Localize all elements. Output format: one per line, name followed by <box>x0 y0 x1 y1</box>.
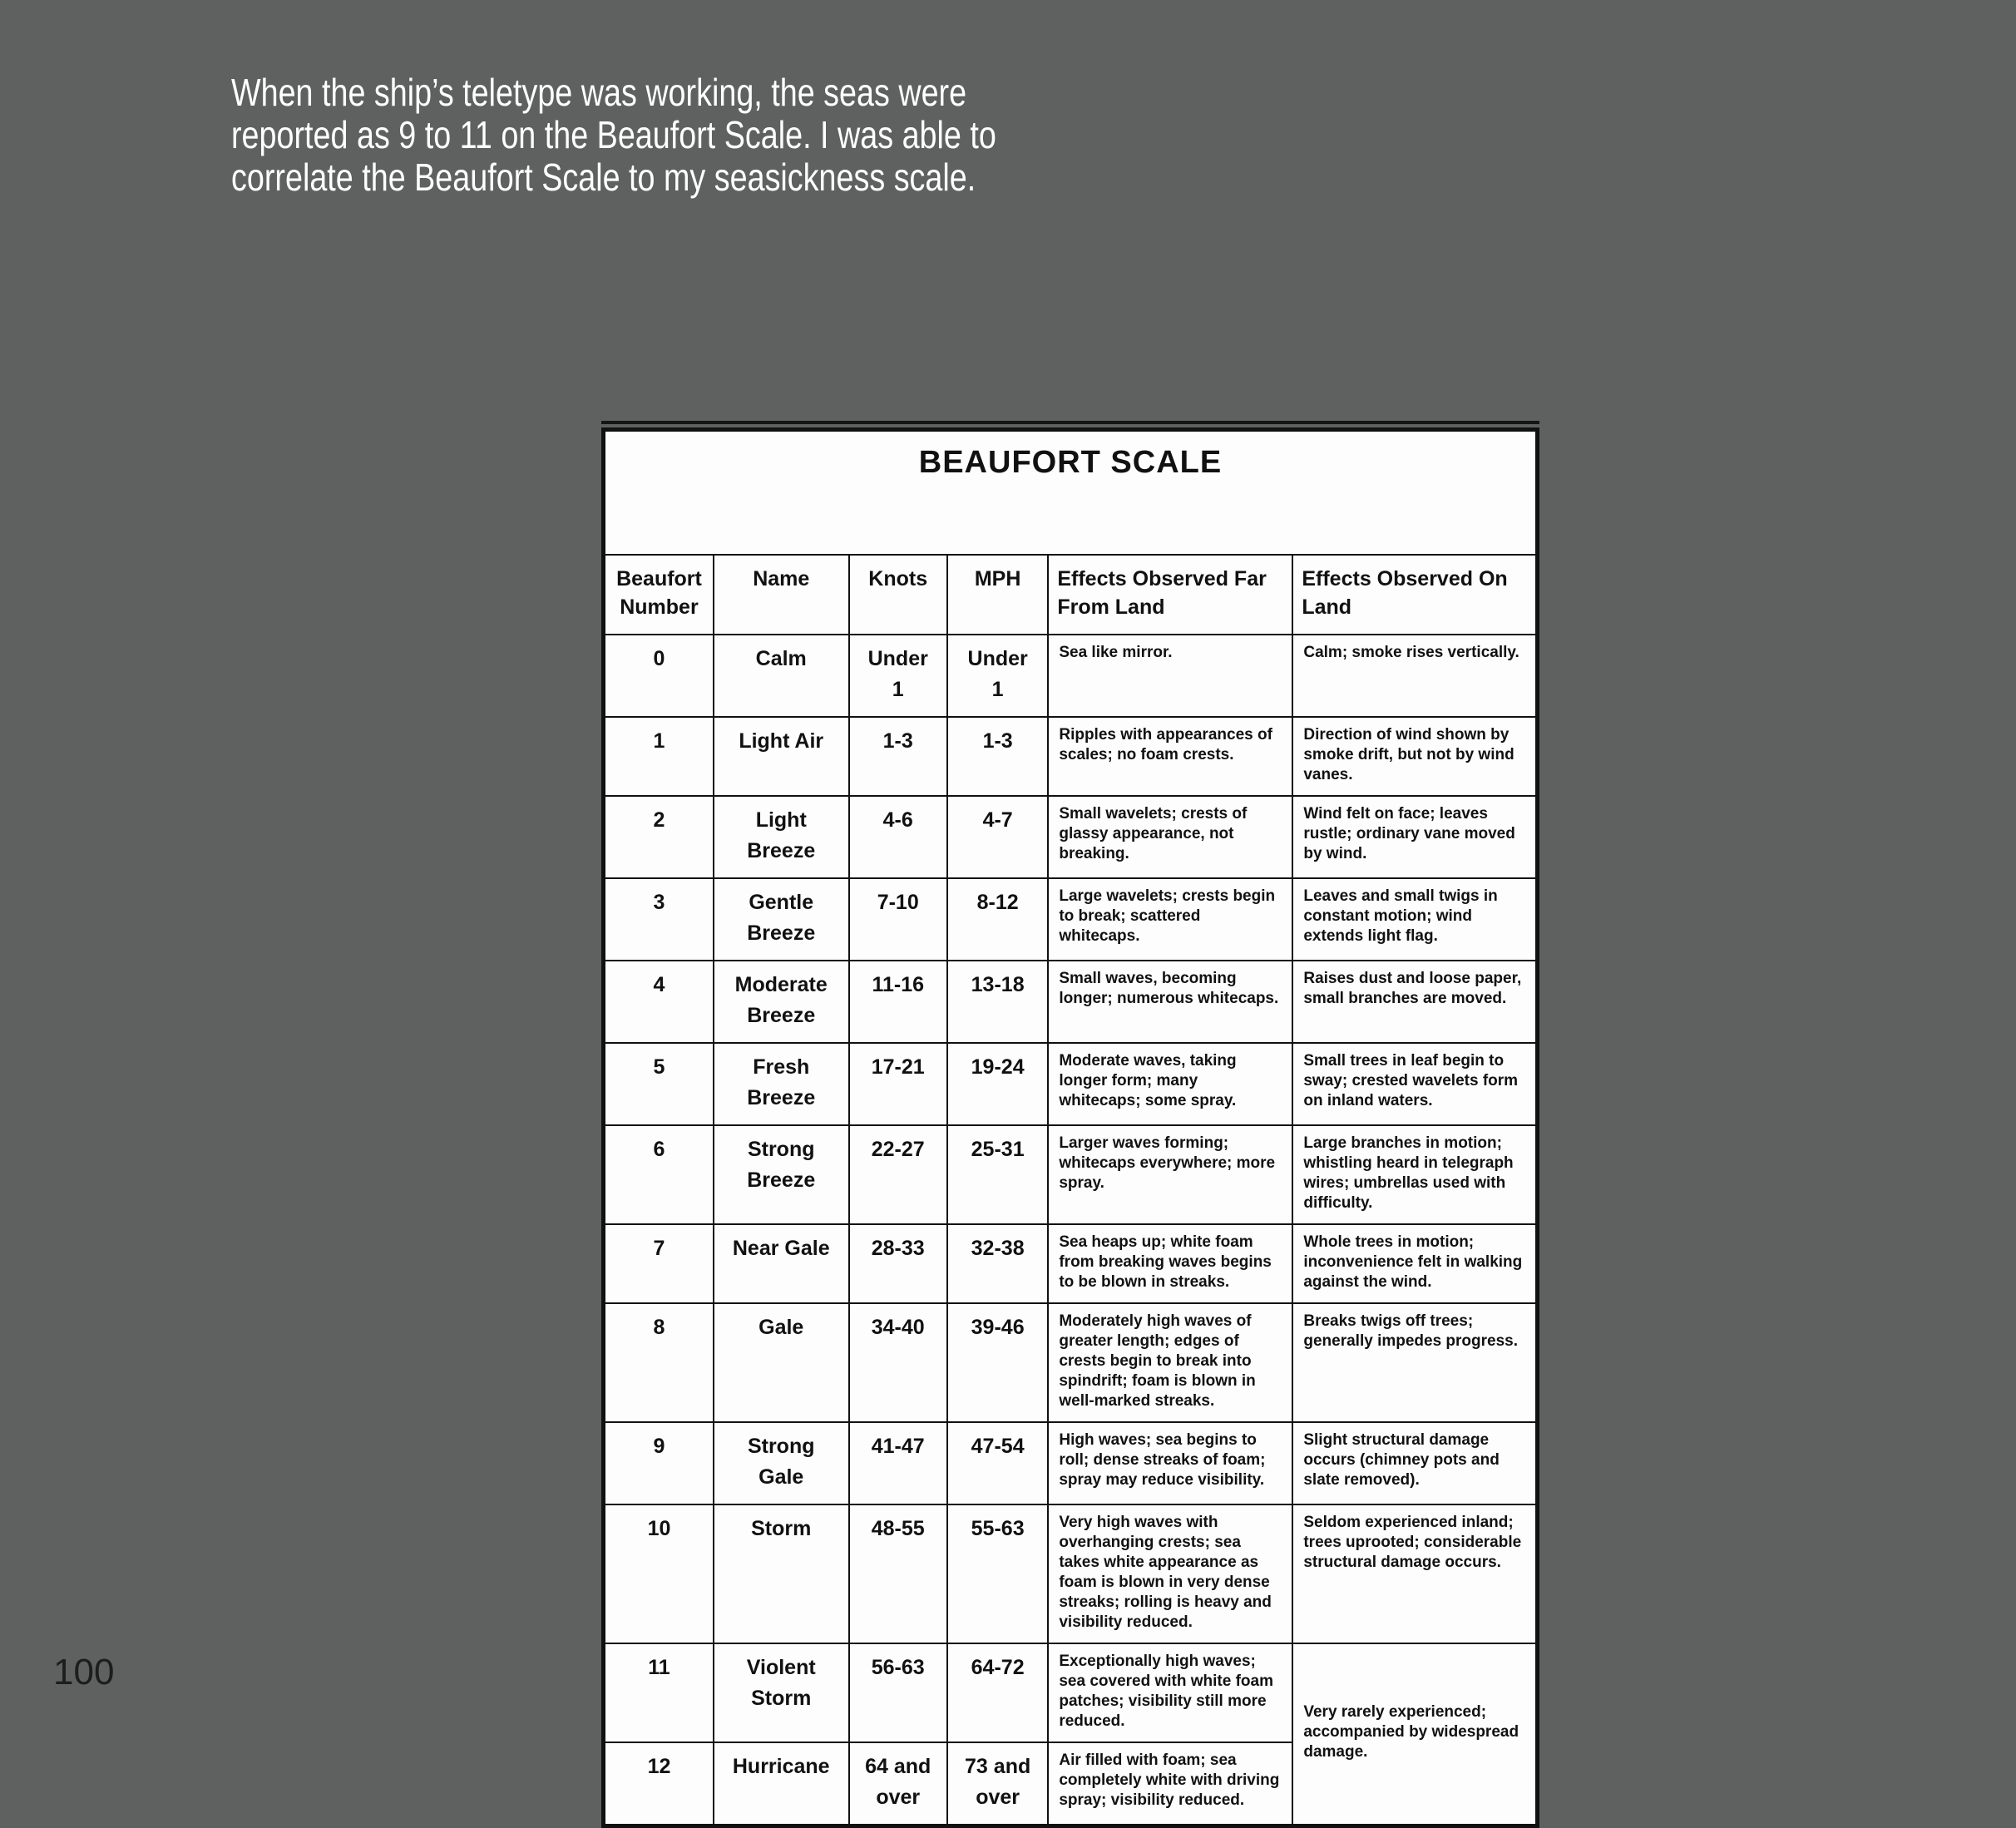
cell-name: Gale <box>714 1303 849 1422</box>
cell-beaufort-number: 12 <box>604 1742 714 1826</box>
cell-name: Light Air <box>714 717 849 796</box>
cell-mph: 13-18 <box>947 961 1048 1043</box>
cell-mph: 47-54 <box>947 1422 1048 1504</box>
cell-beaufort-number: 3 <box>604 878 714 961</box>
cell-effects-far-from-land: Small wavelets; crests of glassy appearance, not breaking. <box>1048 796 1292 878</box>
cell-name: Storm <box>714 1504 849 1643</box>
table-row <box>604 1224 1538 1303</box>
beaufort-scale-figure <box>601 421 1539 1828</box>
cell-name: Strong Gale <box>714 1422 849 1504</box>
cell-knots: 28-33 <box>849 1224 947 1303</box>
cell-effects-on-land: Calm; smoke rises vertically. <box>1292 635 1537 717</box>
table-row <box>604 717 1538 796</box>
cell-mph: 25-31 <box>947 1125 1048 1224</box>
cell-knots: 4-6 <box>849 796 947 878</box>
cell-beaufort-number: 8 <box>604 1303 714 1422</box>
cell-name: Light Breeze <box>714 796 849 878</box>
table-row <box>604 1043 1538 1125</box>
cell-beaufort-number: 1 <box>604 717 714 796</box>
cell-effects-far-from-land: Sea like mirror. <box>1048 635 1292 717</box>
cell-name: Gentle Breeze <box>714 878 849 961</box>
table-row <box>604 1643 1538 1742</box>
cell-knots: 1-3 <box>849 717 947 796</box>
cell-effects-on-land: Leaves and small twigs in constant motion; wind extends light flag. <box>1292 878 1537 961</box>
cell-effects-on-land: Wind felt on face; leaves rustle; ordinary vane moved by wind. <box>1292 796 1537 878</box>
cell-effects-far-from-land: Ripples with appearances of scales; no foam crests. <box>1048 717 1292 796</box>
cell-effects-on-land: Direction of wind shown by smoke drift, but not by wind vanes. <box>1292 717 1537 796</box>
cell-beaufort-number: 6 <box>604 1125 714 1224</box>
header-name: Name <box>714 555 849 635</box>
table-row <box>604 1422 1538 1504</box>
cell-mph: 8-12 <box>947 878 1048 961</box>
cell-effects-on-land: Small trees in leaf begin to sway; crested wavelets form on inland waters. <box>1292 1043 1537 1125</box>
cell-name: Calm <box>714 635 849 717</box>
cell-effects-on-land: Large branches in motion; whistling heard in telegraph wires; umbrellas used with difficulty. <box>1292 1125 1537 1224</box>
cell-knots: 11-16 <box>849 961 947 1043</box>
cell-name: Near Gale <box>714 1224 849 1303</box>
cell-name: Strong Breeze <box>714 1125 849 1224</box>
cell-mph: 32-38 <box>947 1224 1048 1303</box>
cell-name: Fresh Breeze <box>714 1043 849 1125</box>
table-title-row <box>604 430 1538 556</box>
figure-top-rule <box>601 421 1539 424</box>
cell-beaufort-number: 4 <box>604 961 714 1043</box>
cell-mph: 1-3 <box>947 717 1048 796</box>
table-header-row <box>604 555 1538 635</box>
cell-beaufort-number: 11 <box>604 1643 714 1742</box>
intro-line-1: When the ship’s teletype was working, the seas were <box>231 71 967 114</box>
cell-knots: 17-21 <box>849 1043 947 1125</box>
cell-effects-on-land: Whole trees in motion; inconvenience felt in walking against the wind. <box>1292 1224 1537 1303</box>
header-beaufort-number: Beaufort Number <box>604 555 714 635</box>
cell-effects-on-land: Breaks twigs off trees; generally impedes progress. <box>1292 1303 1537 1422</box>
cell-knots: 22-27 <box>849 1125 947 1224</box>
cell-knots: 56-63 <box>849 1643 947 1742</box>
cell-effects-far-from-land: Larger waves forming; whitecaps everywhere; more spray. <box>1048 1125 1292 1224</box>
cell-mph: 19-24 <box>947 1043 1048 1125</box>
table-row <box>604 1125 1538 1224</box>
cell-beaufort-number: 2 <box>604 796 714 878</box>
cell-knots: 7-10 <box>849 878 947 961</box>
cell-effects-far-from-land: Very high waves with overhanging crests; sea takes white appearance as foam is blown in very dense streaks; rolling is heavy and visibility reduced. <box>1048 1504 1292 1643</box>
intro-line-3: correlate the Beaufort Scale to my seasickness scale. <box>231 156 976 199</box>
cell-name: Hurricane <box>714 1742 849 1826</box>
table-row <box>604 635 1538 717</box>
cell-effects-far-from-land: Small waves, becoming longer; numerous whitecaps. <box>1048 961 1292 1043</box>
cell-effects-on-land: Raises dust and loose paper, small branches are moved. <box>1292 961 1537 1043</box>
header-effects-far-from-land: Effects Observed Far From Land <box>1048 555 1292 635</box>
cell-effects-on-land: Very rarely experienced; accompanied by widespread damage. <box>1292 1643 1537 1826</box>
cell-beaufort-number: 0 <box>604 635 714 717</box>
header-mph: MPH <box>947 555 1048 635</box>
beaufort-scale-table <box>601 427 1539 1828</box>
cell-knots: 64 and over <box>849 1742 947 1826</box>
cell-effects-far-from-land: Exceptionally high waves; sea covered with white foam patches; visibility still more reduced. <box>1048 1643 1292 1742</box>
table-row <box>604 878 1538 961</box>
cell-mph: 4-7 <box>947 796 1048 878</box>
cell-name: Moderate Breeze <box>714 961 849 1043</box>
page-number: 100 <box>53 1652 115 1692</box>
cell-knots: Under 1 <box>849 635 947 717</box>
cell-knots: 34-40 <box>849 1303 947 1422</box>
cell-name: Violent Storm <box>714 1643 849 1742</box>
intro-line-2: reported as 9 to 11 on the Beaufort Scale. I was able to <box>231 113 996 156</box>
table-row <box>604 796 1538 878</box>
cell-mph: 64-72 <box>947 1643 1048 1742</box>
cell-effects-far-from-land: High waves; sea begins to roll; dense streaks of foam; spray may reduce visibility. <box>1048 1422 1292 1504</box>
header-knots: Knots <box>849 555 947 635</box>
cell-effects-far-from-land: Moderately high waves of greater length; edges of crests begin to break into spindrift; foam is blown in well-marked streaks. <box>1048 1303 1292 1422</box>
cell-beaufort-number: 9 <box>604 1422 714 1504</box>
cell-effects-far-from-land: Sea heaps up; white foam from breaking waves begins to be blown in streaks. <box>1048 1224 1292 1303</box>
cell-knots: 48-55 <box>849 1504 947 1643</box>
cell-effects-on-land: Slight structural damage occurs (chimney pots and slate removed). <box>1292 1422 1537 1504</box>
cell-mph: 73 and over <box>947 1742 1048 1826</box>
cell-mph: 39-46 <box>947 1303 1048 1422</box>
cell-beaufort-number: 7 <box>604 1224 714 1303</box>
header-effects-on-land: Effects Observed On Land <box>1292 555 1537 635</box>
cell-beaufort-number: 5 <box>604 1043 714 1125</box>
table-row <box>604 961 1538 1043</box>
cell-effects-far-from-land: Air filled with foam; sea completely white with driving spray; visibility reduced. <box>1048 1742 1292 1826</box>
cell-effects-on-land: Seldom experienced inland; trees uprooted; considerable structural damage occurs. <box>1292 1504 1537 1643</box>
table-title: BEAUFORT SCALE <box>604 430 1538 556</box>
table-row <box>604 1504 1538 1643</box>
cell-mph: 55-63 <box>947 1504 1048 1643</box>
cell-effects-far-from-land: Large wavelets; crests begin to break; scattered whitecaps. <box>1048 878 1292 961</box>
cell-knots: 41-47 <box>849 1422 947 1504</box>
cell-mph: Under 1 <box>947 635 1048 717</box>
table-row <box>604 1303 1538 1422</box>
intro-paragraph <box>231 72 1164 199</box>
cell-beaufort-number: 10 <box>604 1504 714 1643</box>
cell-effects-far-from-land: Moderate waves, taking longer form; many whitecaps; some spray. <box>1048 1043 1292 1125</box>
